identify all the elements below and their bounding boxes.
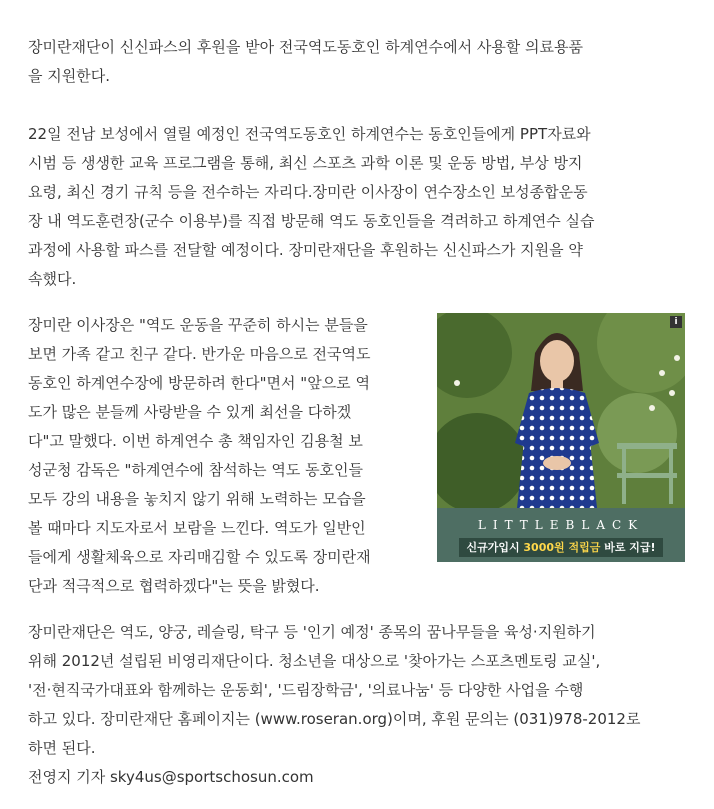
text-line: 위해 2012년 설립된 비영리재단이다. 청소년을 대상으로 '찾아가는 스포츠멘토링 교실', — [28, 652, 601, 670]
text-line: 다"고 말했다. 이번 하계연수 총 책임자인 김용철 보 — [28, 432, 363, 450]
text-line: 장미란재단은 역도, 양궁, 레슬링, 탁구 등 '인기 예정' 종목의 꿈나무들을 육성·지원하기 — [28, 623, 596, 641]
text-line: '전·현직국가대표와 함께하는 운동회', '드림장학금', '의료나눔' 등 다양한 사업을 수행 — [28, 681, 584, 699]
text-line: 볼 때마다 지도자로서 보람을 느낀다. 역도가 일반인 — [28, 519, 366, 537]
text-line: 22일 전남 보성에서 열릴 예정인 전국역도동호인 하계연수는 동호인들에게 PPT자료와 — [28, 125, 591, 143]
text-line: 요령, 최신 경기 규칙 등을 전수하는 자리다.장미란 이사장이 연수장소인 보성종합운동 — [28, 183, 588, 201]
paragraph-3 — [28, 311, 371, 601]
text-line: 속했다. — [28, 270, 77, 288]
text-line: 하면 된다. — [28, 739, 96, 757]
text-line: 들에게 생활체육으로 자리매김할 수 있도록 장미란재 — [28, 548, 371, 566]
text-line: 시범 등 생생한 교육 프로그램을 통해, 최신 스포츠 과학 이론 및 운동 방법, 부상 방지 — [28, 154, 583, 172]
paragraph-4 — [28, 618, 640, 792]
ad-cta-suffix: 바로 지급! — [600, 541, 656, 554]
text-line: 모두 강의 내용을 놓치지 않기 위해 노력하는 모습을 — [28, 490, 366, 508]
text-line: 과정에 사용할 파스를 전달할 예정이다. 장미란재단을 후원하는 신신파스가 지원을 약 — [28, 241, 583, 259]
advertisement-banner[interactable] — [437, 313, 685, 562]
ad-cta-button[interactable] — [459, 538, 663, 557]
info-icon[interactable]: i — [670, 316, 682, 328]
text-line: 장미란재단이 신신파스의 후원을 받아 전국역도동호인 하계연수에서 사용할 의료용품 — [28, 38, 584, 56]
ad-brand-name: LITTLEBLACK — [477, 518, 645, 532]
byline: 전영지 기자 sky4us@sportschosun.com — [28, 768, 314, 786]
ad-cta-highlight: 3000원 적립금 — [523, 541, 601, 554]
text-line: 을 지원한다. — [28, 67, 110, 85]
text-line: 장 내 역도훈련장(군수 이용부)를 직접 방문해 역도 동호인들을 격려하고 하계연수 실습 — [28, 212, 595, 230]
paragraph-1 — [28, 33, 583, 91]
text-line: 동호인 하계연수장에 방문하려 한다"면서 "앞으로 역 — [28, 374, 370, 392]
paragraph-2 — [28, 120, 595, 294]
text-line: 도가 많은 분들께 사랑받을 수 있게 최선을 다하겠 — [28, 403, 352, 421]
text-line: 단과 적극적으로 협력하겠다"는 뜻을 밝혔다. — [28, 577, 320, 595]
text-line: 성군청 감독은 "하계연수에 참석하는 역도 동호인들 — [28, 461, 364, 479]
text-line: 장미란 이사장은 "역도 운동을 꾸준히 하시는 분들을 — [28, 316, 368, 334]
text-line: 하고 있다. 장미란재단 홈페이지는 (www.roseran.org)이며, 후원 문의는 (031)978-2012로 — [28, 710, 641, 728]
ad-photo — [437, 313, 685, 508]
ad-cta-prefix: 신규가입시 — [466, 541, 524, 554]
text-line: 보면 가족 같고 친구 같다. 반가운 마음으로 전국역도 — [28, 345, 371, 363]
